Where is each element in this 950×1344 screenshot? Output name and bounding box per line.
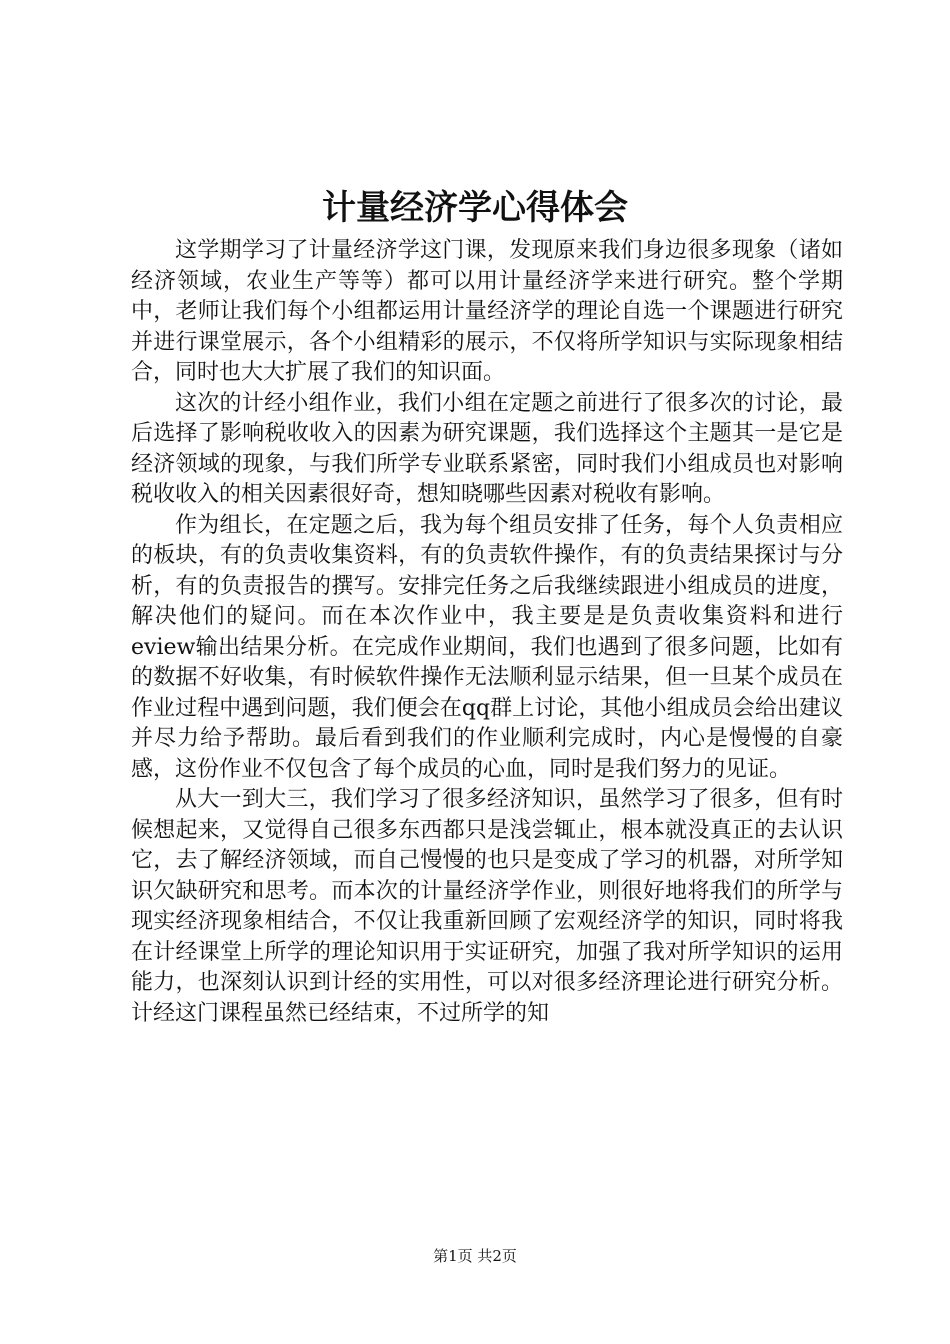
page-number-footer: 第1页 共2页 xyxy=(433,1247,517,1265)
paragraph: 这次的计经小组作业，我们小组在定题之前进行了很多次的讨论，最后选择了影响税收收入的因素为研究课题，我们选择这个主题其一是它是经济领域的现象，与我们所学专业联系紧密，同时我们小组成员也对影响税收收入的相关因素很好奇，想知晓哪些因素对税收有影响。 xyxy=(131,390,843,507)
paragraph: 作为组长，在定题之后，我为每个组员安排了任务，每个人负责相应的板块，有的负责收集资料，有的负责软件操作，有的负责结果探讨与分析，有的负责报告的撰写。安排完任务之后我继续跟进小组成员的进度，解决他们的疑问。而在本次作业中，我主要是是负责收集资料和进行eview输出结果分析。在完成作业期间，我们也遇到了很多问题，比如有的数据不好收集，有时候软件操作无法顺利显示结果，但一旦某个成员在作业过程中遇到问题，我们便会在qq群上讨论，其他小组成员会给出建议并尽力给予帮助。最后看到我们的作业顺利完成时，内心是慢慢的自豪感，这份作业不仅包含了每个成员的心血，同时是我们努力的见证。 xyxy=(131,512,843,782)
document-body xyxy=(131,236,843,1029)
document-title: 计量经济学心得体会 xyxy=(322,188,628,228)
paragraph: 从大一到大三，我们学习了很多经济知识，虽然学习了很多，但有时候想起来，又觉得自己很多东西都只是浅尝辄止，根本就没真正的去认识它，去了解经济领域，而自己慢慢的也只是变成了学习的机器，对所学知识欠缺研究和思考。而本次的计量经济学作业，则很好地将我们的所学与现实经济现象相结合，不仅让我重新回顾了宏观经济学的知识，同时将我在计经课堂上所学的理论知识用于实证研究，加强了我对所学知识的运用能力，也深刻认识到计经的实用性，可以对很多经济理论进行研究分析。计经这门课程虽然已经结束，不过所学的知 xyxy=(131,787,843,1026)
paragraph: 这学期学习了计量经济学这门课，发现原来我们身边很多现象（诸如经济领域，农业生产等等）都可以用计量经济学来进行研究。整个学期中，老师让我们每个小组都运用计量经济学的理论自选一个课题进行研究并进行课堂展示，各个小组精彩的展示，不仅将所学知识与实际现象相结合，同时也大大扩展了我们的知识面。 xyxy=(131,238,843,385)
